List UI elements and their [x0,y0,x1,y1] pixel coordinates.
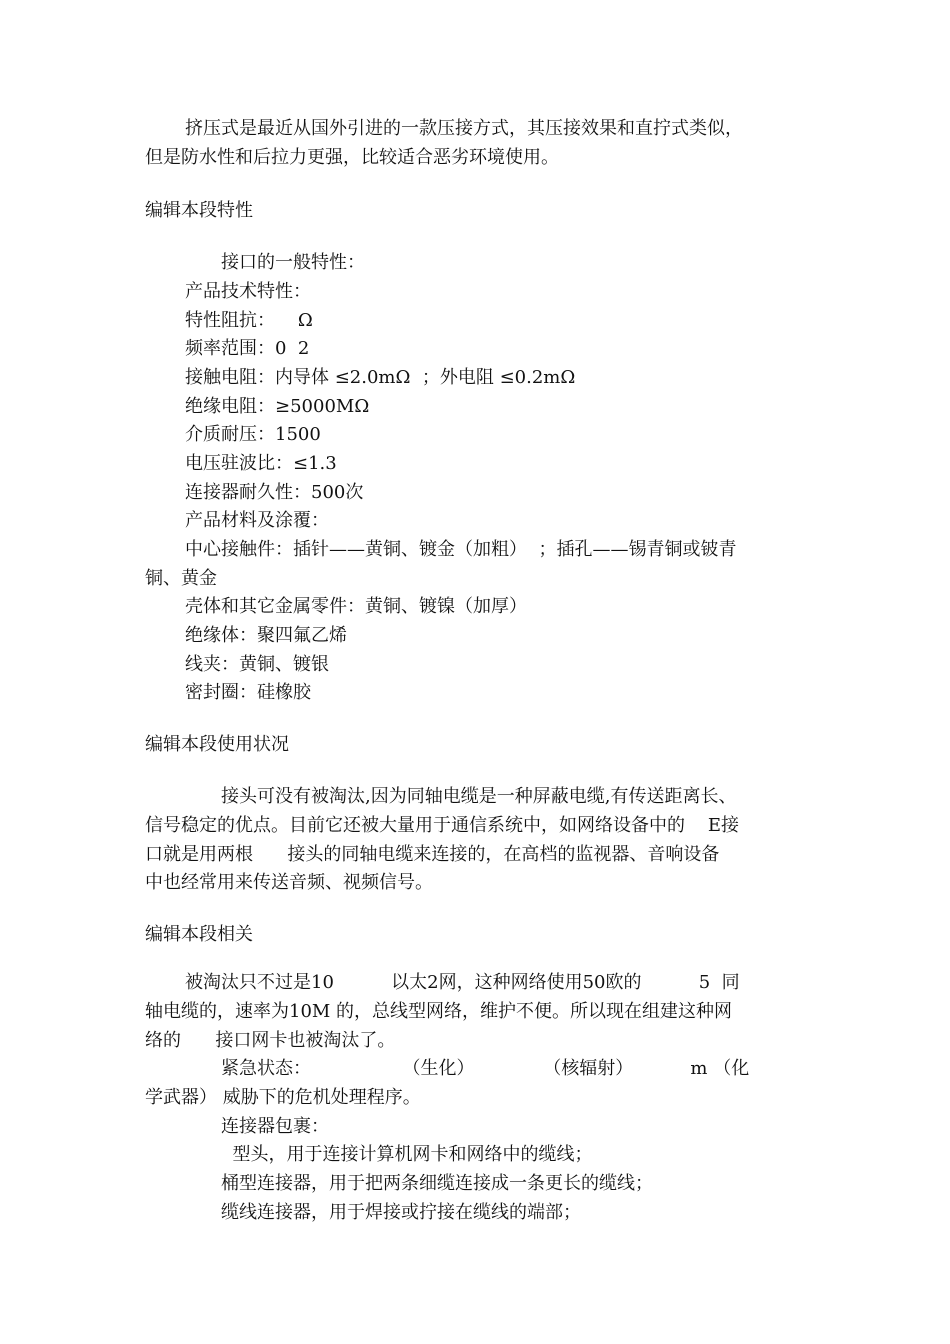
features-shell: 壳体和其它金属零件：黄铜、镀镍（加厚） [185,596,527,617]
heading-usage: 编辑本段使用状况 [145,734,289,755]
related-line-2: 轴电缆的，速率为10M 的，总线型网络，维护不便。所以现在组建这种网 [145,1001,733,1022]
features-dielectric-withstand: 介质耐压：1500 [185,424,321,445]
features-contact-resistance: 接触电阻：内导体 ≤2.0mΩ ；外电阻 ≤0.2mΩ [185,367,576,388]
related-package-item-2: 桶型连接器，用于把两条细缆连接成一条更长的缆线； [221,1173,653,1194]
paragraph-1-line-2: 但是防水性和后拉力更强，比较适合恶劣环境使用。 [145,147,559,168]
related-package-item-1: 型头，用于连接计算机网卡和网络中的缆线； [221,1144,593,1165]
related-line-1: 被淘汰只不过是10 以太2网，这种网络使用50欧的 5 同 [185,972,740,993]
features-durability: 连接器耐久性：500次 [185,482,364,503]
features-vswr: 电压驻波比：≤1.3 [185,453,337,474]
heading-features: 编辑本段特性 [145,200,253,221]
features-frequency: 频率范围：0 2 [185,338,310,359]
related-emergency-line-1: 紧急状态： （生化） （核辐射） m （化 [221,1058,750,1079]
heading-related: 编辑本段相关 [145,924,253,945]
paragraph-1-line-1: 挤压式是最近从国外引进的一款压接方式，其压接效果和直拧式类似， [185,118,743,139]
features-insulation-resistance: 绝缘电阻：≥5000MΩ [185,396,370,417]
usage-line-2: 信号稳定的优点。目前它还被大量用于通信系统中，如网络设备中的 E接 [145,815,740,836]
features-tech-title: 产品技术特性： [185,281,311,302]
related-line-3: 络的 接口网卡也被淘汰了。 [145,1030,396,1051]
features-center-contact-line-2: 铜、黄金 [145,568,217,589]
usage-line-1: 接头可没有被淘汰,因为同轴电缆是一种屏蔽电缆,有传送距离长、 [221,786,737,807]
features-materials-title: 产品材料及涂覆： [185,510,329,531]
related-package-item-3: 缆线连接器，用于焊接或拧接在缆线的端部； [221,1202,581,1223]
features-impedance: 特性阻抗： Ω [185,310,313,331]
related-package-title: 连接器包裹： [221,1116,329,1137]
usage-line-3: 口就是用两根 接头的同轴电缆来连接的，在高档的监视器、音响设备 [145,844,720,865]
features-seal: 密封圈：硅橡胶 [185,682,311,703]
features-general: 接口的一般特性： [221,252,365,273]
features-clamp: 线夹：黄铜、镀银 [185,654,329,675]
features-center-contact-line-1: 中心接触件：插针——黄铜、镀金（加粗） ；插孔——锡青铜或铍青 [185,539,737,560]
features-insulator: 绝缘体：聚四氟乙烯 [185,625,347,646]
usage-line-4: 中也经常用来传送音频、视频信号。 [145,872,433,893]
related-emergency-line-2: 学武器） 威胁下的危机处理程序。 [145,1087,421,1108]
